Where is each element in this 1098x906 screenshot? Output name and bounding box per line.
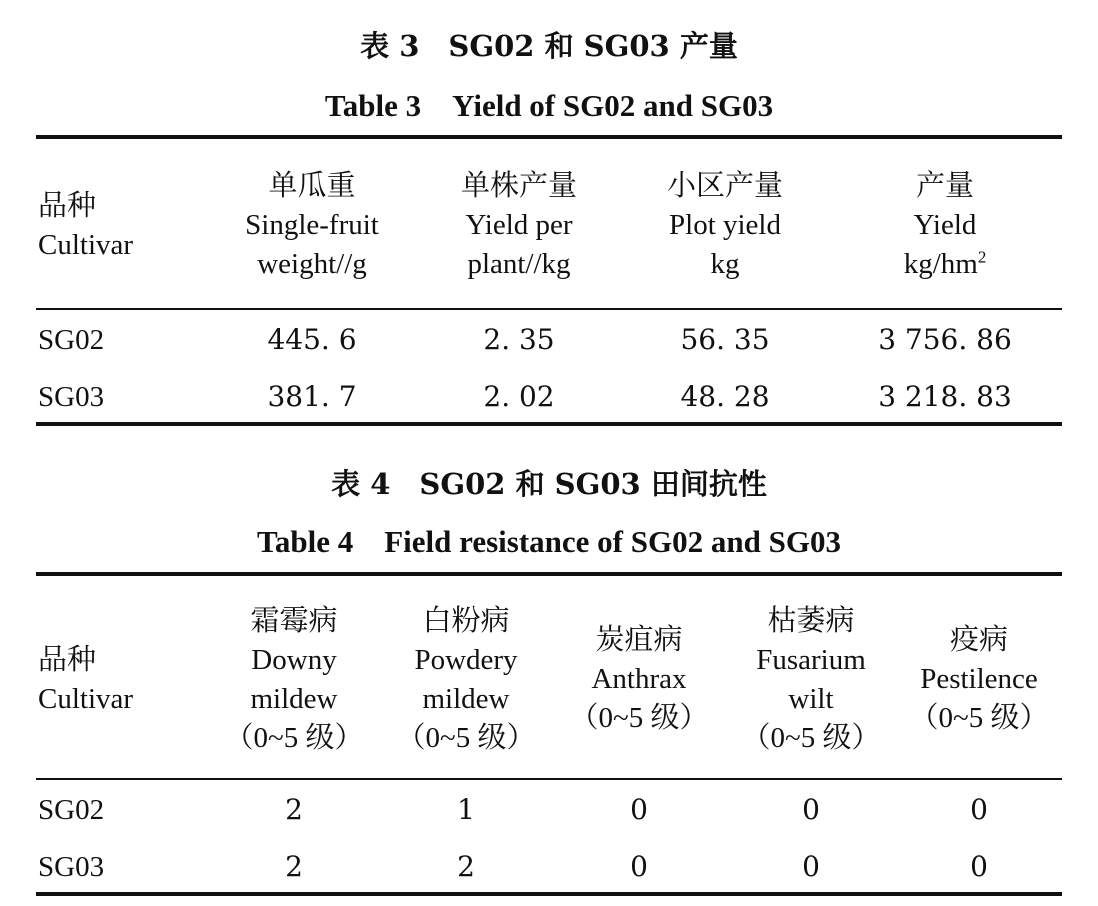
table4-row2-anthrax: 0 [630, 850, 648, 883]
table3-header-cultivar: 品种 Cultivar [38, 190, 134, 261]
table4-header-cultivar: 品种 Cultivar [38, 644, 134, 715]
table3-header-single-fruit-weight: 单瓜重 Single-fruit weight//g [245, 170, 379, 280]
table4-header-fusarium-wilt: 枯萎病 Fusarium wilt （0~5 级） [741, 605, 881, 754]
table4-caption-zh: 表 4 SG02 和 SG03 田间抗性 [331, 467, 767, 501]
table3-row1-yield-per-plant: 2. 35 [483, 323, 555, 356]
table3-header-plot-yield: 小区产量 Plot yield kg [666, 170, 784, 280]
table3-caption-zh: 表 3 SG02 和 SG03 产量 [360, 29, 738, 63]
table4-row2-downy-mildew: 2 [285, 850, 303, 883]
table4-row2-cultivar: SG03 [38, 851, 105, 883]
table4-row1-pestilence: 0 [970, 793, 988, 826]
table4-header-powdery-mildew: 白粉病 Powdery mildew （0~5 级） [396, 605, 536, 754]
table3-row1-plot-yield: 56. 35 [680, 323, 770, 356]
table4-row1-cultivar: SG02 [38, 794, 105, 826]
table3-row1-cultivar: SG02 [38, 324, 105, 356]
table4-header-rule [36, 778, 1062, 780]
table3-header-rule [36, 308, 1062, 310]
table3-row2-cultivar: SG03 [38, 381, 105, 413]
table3-header-yield-per-plant: 单株产量 Yield per plant//kg [460, 170, 578, 280]
table4-row1-downy-mildew: 2 [285, 793, 303, 826]
table4-row2-fusarium-wilt: 0 [802, 850, 820, 883]
table3-row1-single-fruit-weight: 445. 6 [267, 323, 357, 356]
table3-bottom-rule [36, 422, 1062, 426]
table3-row2-plot-yield: 48. 28 [680, 380, 770, 413]
table4-header-downy-mildew: 霜霉病 Downy mildew （0~5 级） [224, 605, 364, 754]
table4-row1-powdery-mildew: 1 [457, 793, 475, 826]
table3-row2-single-fruit-weight: 381. 7 [267, 380, 357, 413]
table4-header-pestilence: 疫病 Pestilence （0~5 级） [909, 624, 1049, 734]
table4-row2-pestilence: 0 [970, 850, 988, 883]
table3-caption-en: Table 3 Yield of SG02 and SG03 [324, 88, 774, 123]
table3-header-yield: 产量 Yield $kg/hm^2$ [903, 170, 987, 280]
table4-row1-anthrax: 0 [630, 793, 648, 826]
table4-bottom-rule [36, 892, 1062, 896]
table4-top-rule [36, 572, 1062, 576]
table3-row1-yield: 3 756. 86 [878, 323, 1012, 356]
table4-row1-fusarium-wilt: 0 [802, 793, 820, 826]
table3-top-rule [36, 135, 1062, 139]
table3-row2-yield: 3 218. 83 [878, 380, 1012, 413]
table4-header-anthrax: 炭疽病 Anthrax （0~5 级） [569, 624, 709, 734]
table3-row2-yield-per-plant: 2. 02 [483, 380, 555, 413]
table4-row2-powdery-mildew: 2 [457, 850, 475, 883]
table4-caption-en: Table 4 Field resistance of SG02 and SG03 [257, 524, 841, 559]
